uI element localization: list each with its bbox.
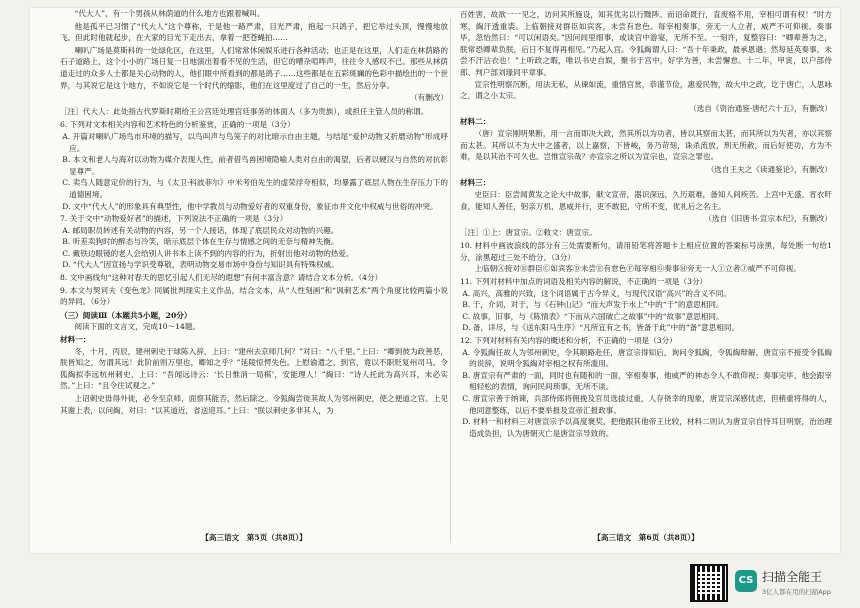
section-heading: （三）阅读Ⅲ（本题共5小题，20分） bbox=[60, 310, 192, 320]
material-3-text: 史臣曰：臣尝闻黄发之论大中故事，献文宣帝，器识深远，久历艰难，备知人间疾苦。上宫中无盛，宵衣旰食，能知人善任，躬亲万机，恩威并行，吏不敢犯，守所不变，优礼后之名主。 bbox=[460, 189, 832, 211]
section-intro: 阅读下面的文言文，完成10～14题。 bbox=[74, 322, 201, 332]
material-1-paragraph: 冬，十月，丙辰，建州刺史于球陈入辞，上曰：“建州去京师几何？”对曰：“八千里。”上曰：“卿到彼为政善恶，朕皆知之，勿谓其远！此阶前则万里也，卿知之乎？”延陵惊愕失色。上慰谕遣之，到官，竟以不职贬复州司马。令狐綯拟李远杭州刺史，上曰：“吾闻远诗云：‘长日惟消一局棋’，安能理人！”綯曰：“诗人托此为高兴耳，未必实然。”上曰：“且令往试观之。” bbox=[60, 346, 448, 391]
question-11-option-b: B. 于，介词，对于，与《石钟山记》“而大声发于水上”中的“于”的意思相同。 bbox=[462, 300, 724, 310]
question-12-option-c: C. 唐宣宗善于纳谏，兵部侍郎将佣挽及官员选拔过重，人存侥幸的现象，唐宣宗深感忧虑，但稍重将得的人，他同意整练，以后不要举报及宣帝汇报政事。 bbox=[462, 394, 832, 415]
material-1-paragraph: 上诏刺史毋得外徙，必令至京师，面察其能否，然后除之。令狐綯尝徙其故人为邻州刺史，使之便道之官。上见其谢上表，以问綯，对曰：“以其道近，省送迎耳。”上曰：“朕以刺史多非其人，为 bbox=[60, 394, 448, 415]
page-divider bbox=[450, 18, 451, 543]
question-11-option-a: A. 高兴，高雅的兴致，这个词语属于古今异义，与现代汉语“高兴”的含义不同。 bbox=[462, 288, 731, 298]
question-11-stem: 11. 下列对材料中加点的词语及相关内容的解说，不正确的一项是（3分） bbox=[460, 277, 708, 287]
question-12-option-a: A. 令狐綯任故人为邻州刺史，令其顺路赴任，唐宣宗得知后，询问令狐綯，令狐綯辩解，唐宣宗不接受令狐綯的说辞，说明令狐綯对宰相之权有所滥用。 bbox=[462, 347, 832, 369]
question-8: 8. 文中画线句“这种对春天的思忆引起人们无尽的遐想”有何丰富含意？请结合文本分析。（4分） bbox=[60, 273, 383, 283]
question-7-stem: 7. 关于文中“动物爱好者”的描述，下列说法不正确的一项是（3分） bbox=[60, 214, 288, 224]
question-10: 10. 材料中画波浪线的部分有三处需要断句，请用铅笔将答题卡上相应位置的答案标号涂黑，每处断一句给1分，涂黑超过三处不给分。（3分） bbox=[460, 241, 832, 262]
material-1-continued: 百姓害，故欲一一见之，访问其所施设，知其优劣以行黜陟。而诏命既行，直废格不用，宰相可谓有权！”时方寒，綯汗透重裘。上临朝接对群臣如宾客，未尝有怠色。每宰相奏事，旁无一人立者，威严不可仰视。奏事毕，忽怡然曰：“可以闲语矣。”因问闾里细事，或谈宫中游宴，无所不至。一刻许，复整容曰：“卿辈善为之，朕常恐卿辈负朕，后日不复得再相见。”乃起入宫。令狐綯谓人曰：“吾十年秉政，最承恩遇；然每延英奏事，未尝不汗沾衣也！”上听政之暇，唯以书史自娱，聚书于宫中，好学为善，未尝懈怠。十二年，甲寅，以户部侍郎、判户部刘瑑同平章事。 bbox=[460, 10, 832, 77]
story-paragraph: “代大人”，有一个男孩从林荫道的什么地方也跟着喊叫。 bbox=[74, 9, 265, 18]
material-2-source: （选自王夫之《读通鉴论》，有删改） bbox=[706, 164, 832, 174]
story-source: （有删改） bbox=[410, 93, 448, 103]
question-7-option-b: B. 听差卖狗时的醉态与冷笑，暗示底层个体在生存与情感之间的无奈与精神失衡。 bbox=[62, 237, 339, 247]
material-2-text: （唐）宣宗刚明果断，用一言而即决大政，然其所以为功者，皆以其察而太甚，而其所以为失者，亦以其察而太甚。其所以不为大中之盛者，以上嘉察，下皆峻，务乃苛刻，诛杀流放，刑无所赦，而后好使功，方为不难，是以其治不可久也。岂惟宣宗哉？亦宣宗之所以为宣宗也，宣宗之罪也。 bbox=[460, 128, 832, 162]
question-6-option-a: A. 开篇对喇叭广场鸟市环境的描写，以鸟叫声与鸟笼子的对比暗示自由主题，与结尾“爱护动物又折磨动物”形成呼应。 bbox=[62, 131, 448, 153]
camscanner-logo-icon: CS bbox=[735, 570, 757, 592]
material-2-title: 材料二： bbox=[460, 117, 491, 127]
material-1-continued: 宣宗性明察沉断，用法无私，从谏如流，重惜官赏，恭谨节俭，惠爱民物，故大中之政，讫于唐亡，人思咏之，谓之小太宗。 bbox=[460, 79, 832, 101]
material-1-source: （选自《资治通鉴·唐纪六十五》，有删改） bbox=[689, 103, 832, 113]
question-6-option-d: D. 文中“代大人”的形象具有典型性，他中学教员与动物爱好者的双重身份，象征市井文化中权威与世俗的冲突。 bbox=[62, 201, 438, 211]
question-12-option-b: B. 唐宣宗有严肃的一面，同时也有随和的一面，宰相奏事，他威严的神态令人不敢仰视；奏事完毕，他会跟宰相轻松的表情，询问民间琐事，无所不谈。 bbox=[462, 370, 832, 392]
story-note: ［注］代大人：此处指古代罗斯时期给王公宫廷处理宫廷事务的体面人（多为贵族），或担任主管人员的称谓。 bbox=[60, 106, 429, 116]
question-7-option-d: D. “代大人”因宣扬与学识受尊敬，表明动物交易市场中身份与知识具有特殊权威。 bbox=[62, 260, 339, 270]
story-paragraph: 喇叭广场是莫斯科的一处绿化区，在这里，人们常常休闲娱乐进行各种活动；也正是在这里，人们走在林荫路的石子道路上，这个小小的广场日复一日地演出着看不见的生活，但它的嘈杂喧哗声，往往令人感叹不已。那些从林荫道走过的众多人士都是关心动物的人，他们眼中所看到的都是鸽子……这些都是在五彩斑斓的色彩中描绘出的一个世界，与其说它是这个地方，不如说它是一个时代的缩影，他们在这里度过了自己的一生，然后分享。 bbox=[60, 45, 448, 90]
question-6-option-b: B. 本文和老人与海对以动物为媒介表现人性，前者借鸟兽困境隐喻人类对自由的渴望，后者以硬汉与自然的对抗彰显尊严。 bbox=[62, 155, 448, 176]
page-footer-right bbox=[460, 532, 832, 544]
material-3-source: （选自《旧唐书·宣宗本纪》，有删改） bbox=[704, 214, 832, 224]
qr-code-icon bbox=[690, 564, 728, 602]
material-note: ［注］①上：唐宣宗。②敕文：唐宣宗。 bbox=[460, 227, 597, 237]
scanner-app-name: 扫描全能王 bbox=[762, 570, 823, 584]
question-7-option-c: C. 戴铁边眼镜的老人会给别人讲书本上读不到的内容的行为，折射出他对动物的热爱。 bbox=[62, 248, 354, 258]
left-page bbox=[60, 8, 448, 548]
question-6-stem: 6. 下列对文本相关内容和艺术特色的分析鉴赏，正确的一项是（3分） bbox=[60, 120, 295, 130]
story-paragraph: 他是孤平已习惯了“代大人”这个尊称，于是他一路严肃，目光严肃，抱起一只鸽子，把它举过头顶，慢慢地放飞。但此时他就起步，在大家的目光下走出去，拿着一把苍蝇拍…… bbox=[60, 21, 448, 43]
scanner-app-tagline: 3亿人都在用的扫描App bbox=[762, 588, 831, 596]
question-6-option-c: C. 卖鸟人随意定价的行为，与《太卫·科波菲尔》中米考伯先生的虚荣浮夸相似，均暴露了底层人物在生存压力下的道德困境。 bbox=[62, 178, 448, 199]
material-3-title: 材料三： bbox=[460, 178, 491, 188]
question-11-option-d: D. 备，详尽，与《送东阳马生序》“凡所宜有之书，皆备于此”中的“备”意思相同。 bbox=[462, 323, 740, 333]
material-1-title: 材料一： bbox=[60, 335, 91, 345]
page-number-label: 【高三语文 第6页（共8页）】 bbox=[593, 533, 699, 543]
page-footer-left bbox=[60, 532, 448, 544]
question-10-sentence: 上临朝Ⓐ接对Ⓑ群臣Ⓒ如宾客Ⓓ未尝Ⓔ有怠色Ⓕ每宰相Ⓖ奏事Ⓗ旁无一人Ⓘ立者Ⓙ威严不可仰视。 bbox=[474, 264, 801, 274]
question-7-option-a: A. 邮局职员转述有关动物的内容，另一个人接话，体现了底层民众对动物的兴趣。 bbox=[62, 225, 339, 235]
question-12-stem: 12. 下列对材料有关内容的概述和分析，不正确的一项是（3分） bbox=[460, 336, 677, 346]
question-9: 9. 本文与契诃夫《变色龙》同属批判现实主义作品，结合文本，从“人性刻画”和“讽刺艺术”两个角度比较两篇小说的异同。（6分） bbox=[60, 285, 448, 307]
scanned-exam-sheet bbox=[30, 8, 840, 553]
question-11-option-c: C. 故事，旧事，与《陈情表》“下而从六国破亡之故事”中的“故事”意思相同。 bbox=[462, 311, 724, 321]
question-12-option-d: D. 材料一和材料三对唐宣宗予以高度褒奖，把他跟其他帝王比较，材料二则认为唐宣宗自恃耳目明察，治治理造成负担，认为唐朝灭亡是唐宣宗导致的。 bbox=[462, 417, 832, 438]
page-number-label: 【高三语文 第5页（共8页）】 bbox=[201, 533, 307, 543]
right-page bbox=[460, 8, 832, 548]
